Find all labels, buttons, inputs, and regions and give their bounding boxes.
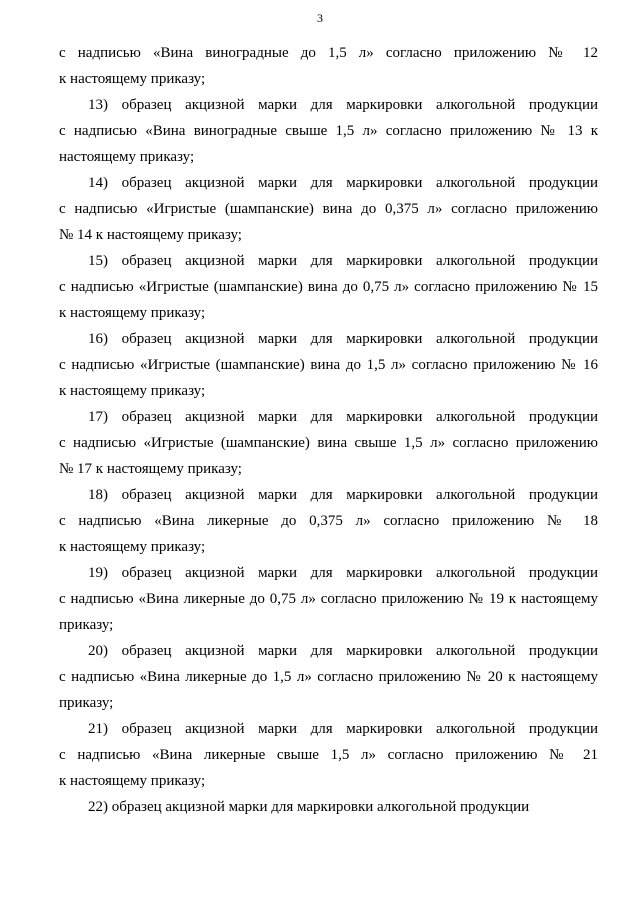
text-line: 22) образец акцизной марки для маркировки алкогольной продукции <box>88 799 530 815</box>
text-line: настоящему приказу; <box>59 149 195 165</box>
text-line: 16) образец акцизной марки для маркировки алкогольной продукции <box>88 331 598 347</box>
text-line: с надписью «Вина ликерные до 1,5 л» согласно приложению № 20 к настоящему <box>59 669 598 685</box>
text-line: № 14 к настоящему приказу; <box>59 227 242 243</box>
text-line: с надписью «Вина ликерные свыше 1,5 л» согласно приложению № 21 <box>59 747 598 763</box>
text-line: 13) образец акцизной марки для маркировки алкогольной продукции <box>88 97 598 113</box>
paragraph-p17 <box>59 404 598 482</box>
text-line: с надписью «Вина ликерные до 0,75 л» согласно приложению № 19 к настоящему <box>59 591 598 607</box>
page-number: 3 <box>317 11 323 25</box>
paragraph-p15 <box>59 248 598 326</box>
paragraph-p13 <box>59 92 598 170</box>
text-line: с надписью «Игристые (шампанские) вина до 1,5 л» согласно приложению № 16 <box>59 357 598 373</box>
text-line: к настоящему приказу; <box>59 539 206 555</box>
text-line: с надписью «Игристые (шампанские) вина свыше 1,5 л» согласно приложению <box>59 435 598 451</box>
text-line: приказу; <box>59 695 114 711</box>
paragraph-p19 <box>59 560 598 638</box>
paragraph-p16 <box>59 326 598 404</box>
text-line: 15) образец акцизной марки для маркировки алкогольной продукции <box>88 253 598 269</box>
text-line: с надписью «Игристые (шампанские) вина до 0,375 л» согласно приложению <box>59 201 598 217</box>
paragraph-p18 <box>59 482 598 560</box>
text-line: с надписью «Вина виноградные до 1,5 л» согласно приложению № 12 <box>59 45 598 61</box>
paragraph-p14 <box>59 170 598 248</box>
text-line: 17) образец акцизной марки для маркировки алкогольной продукции <box>88 409 598 425</box>
text-line: приказу; <box>59 617 114 633</box>
text-line: к настоящему приказу; <box>59 773 206 789</box>
text-line: 20) образец акцизной марки для маркировки алкогольной продукции <box>88 643 598 659</box>
document-body <box>59 40 598 820</box>
text-line: 19) образец акцизной марки для маркировки алкогольной продукции <box>88 565 598 581</box>
text-line: к настоящему приказу; <box>59 71 206 87</box>
paragraph-p22-start <box>59 794 598 820</box>
text-line: с надписью «Вина виноградные свыше 1,5 л» согласно приложению № 13 к <box>59 123 598 139</box>
text-line: 21) образец акцизной марки для маркировки алкогольной продукции <box>88 721 598 737</box>
text-line: № 17 к настоящему приказу; <box>59 461 242 477</box>
paragraph-p21 <box>59 716 598 794</box>
paragraph-p20 <box>59 638 598 716</box>
paragraph-p12-end <box>59 40 598 92</box>
text-line: к настоящему приказу; <box>59 305 206 321</box>
text-line: с надписью «Вина ликерные до 0,375 л» согласно приложению № 18 <box>59 513 598 529</box>
text-line: к настоящему приказу; <box>59 383 206 399</box>
text-line: 14) образец акцизной марки для маркировки алкогольной продукции <box>88 175 598 191</box>
text-line: 18) образец акцизной марки для маркировки алкогольной продукции <box>88 487 598 503</box>
text-line: с надписью «Игристые (шампанские) вина до 0,75 л» согласно приложению № 15 <box>59 279 598 295</box>
